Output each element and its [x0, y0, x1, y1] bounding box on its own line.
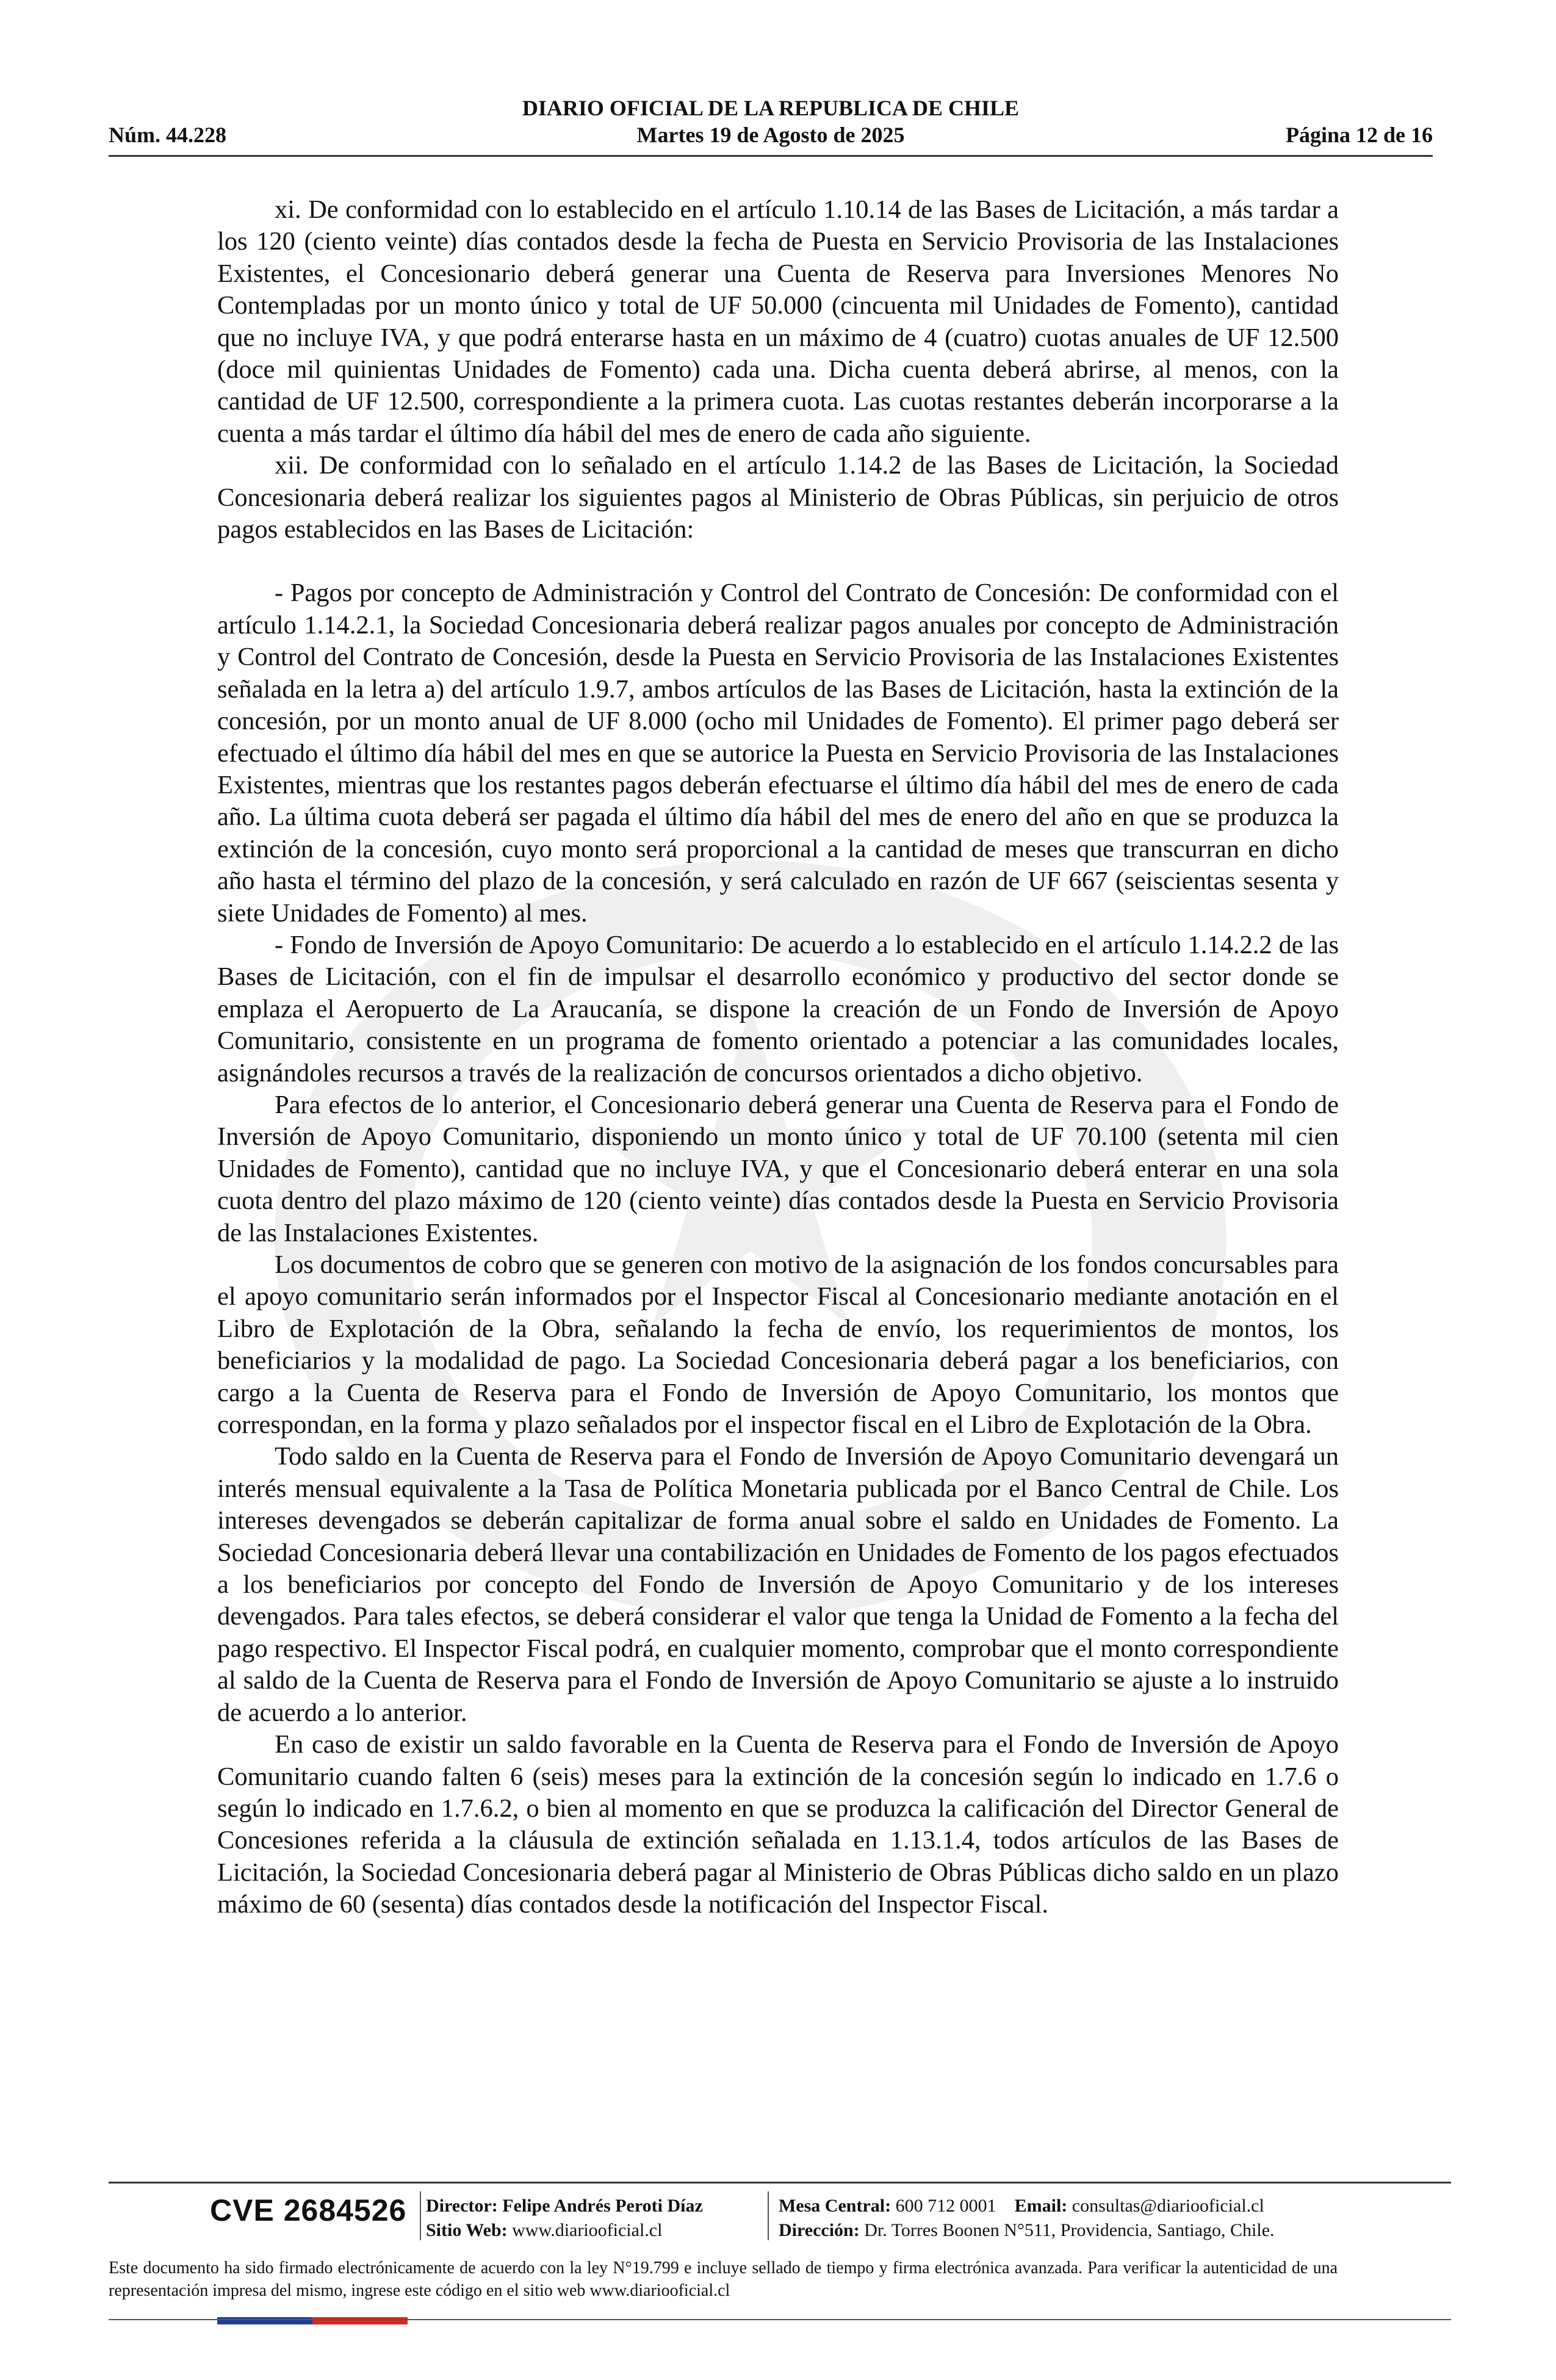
paragraph-balance: En caso de existir un saldo favorable en la Cuenta de Reserva para el Fondo de Inversión de Apoyo Comunitario cuando falten 6 (seis) meses para la extinción de la concesión según lo indicado en 1.7.6 o según lo indicado en 1.7.6.2, o bien al momento en que se produzca la calificación del Director General de Concesiones referida a la cláusula de extinción señalada en 1.13.1.4, todos artículos de las Bases de Licitación, la Sociedad Concesionaria deberá pagar al Ministerio de Obras Públicas dicho saldo en un plazo máximo de 60 (sesenta) días contados desde la notificación del Inspector Fiscal.: [217, 1730, 1339, 1919]
footer-director-block: [426, 2194, 703, 2243]
footer-contact-block: [779, 2194, 1275, 2243]
web-label: Sitio Web:: [426, 2220, 508, 2240]
footer-divider: [420, 2191, 421, 2240]
paragraph-xi: xi. De conformidad con lo establecido en el artículo 1.10.14 de las Bases de Licitación, a más tardar a los 120 (ciento veinte) días contados desde la fecha de Puesta en Servicio Provisoria de las Instalaciones Existentes, el Concesionario deberá generar una Cuenta de Reserva para Inversiones Menores No Contempladas por un monto único y total de UF 50.000 (cincuenta mil Unidades de Fomento), cantidad que no incluye IVA, y que podrá enterarse hasta en un máximo de 4 (cuatro) cuotas anuales de UF 12.500 (doce mil quinientas Unidades de Fomento) cada una. Dicha cuenta deberá abrirse, al menos, con la cantidad de UF 12.500, correspondiente a la primera cuota. Las cuotas restantes deberán incorporarse a la cuenta a más tardar el último día hábil del mes de enero de cada año siguiente.: [217, 195, 1339, 448]
page-header: [109, 90, 1433, 157]
paragraph-community-fund: - Fondo de Inversión de Apoyo Comunitario: De acuerdo a lo establecido en el artículo 1.14.2.2 de las Bases de Licitación, con el fin de impulsar el desarrollo económico y productivo del sector donde se emplaza el Aeropuerto de La Araucanía, se dispone la creación de un Fondo de Inversión de Apoyo Comunitario, consistente en un programa de fomento orientado a potenciar a las comunidades locales, asignándoles recursos a través de la realización de concursos orientados a dicho objetivo.: [217, 930, 1339, 1087]
issue-date: Martes 19 de Agosto de 2025: [636, 123, 905, 147]
chile-flag-stripe: [217, 2317, 408, 2324]
paragraph-reserve-account: Para efectos de lo anterior, el Concesionario deberá generar una Cuenta de Reserva para el Fondo de Inversión de Apoyo Comunitario, disponiendo un monto único y total de UF 70.100 (setenta mil cien Unidades de Fomento), cantidad que no incluye IVA, y que el Concesionario deberá enterar en una sola cuota dentro del plazo máximo de 120 (ciento veinte) días contados desde la Puesta en Servicio Provisoria de las Instalaciones Existentes.: [217, 1090, 1339, 1247]
web-value[interactable]: www.diariooficial.cl: [512, 2220, 663, 2240]
footer-rule: [109, 2182, 1451, 2183]
issue-number: Núm. 44.228: [109, 123, 227, 147]
address-label: Dirección:: [779, 2220, 860, 2240]
paragraph-interest: Todo saldo en la Cuenta de Reserva para el Fondo de Inversión de Apoyo Comunitario devengará un interés mensual equivalente a la Tasa de Política Monetaria publicada por el Banco Central de Chile. Los intereses devengados se deberán capitalizar de forma anual sobre el saldo en Unidades de Fomento. La Sociedad Concesionaria deberá llevar una contabilización en Unidades de Fomento de los pagos efectuados a los beneficiarios por concepto del Fondo de Inversión de Apoyo Comunitario y de los intereses devengados. Para tales efectos, se deberá considerar el valor que tenga la Unidad de Fomento a la fecha del pago respectivo. El Inspector Fiscal podrá, en cualquier momento, comprobar que el monto correspondiente al saldo de la Cuenta de Reserva para el Fondo de Inversión de Apoyo Comunitario se ajuste a lo instruido de acuerdo a lo anterior.: [217, 1442, 1339, 1727]
flag-red-segment: [312, 2317, 408, 2324]
address-value: Dr. Torres Boonen N°511, Providencia, Santiago, Chile.: [864, 2220, 1275, 2240]
footer-bottom-rule: [109, 2319, 1451, 2320]
director-label: Director:: [426, 2196, 498, 2216]
email-label: Email:: [1014, 2196, 1068, 2216]
electronic-signature-note: Este documento ha sido firmado electrónicamente de acuerdo con la ley N°19.799 e incluye sellado de tiempo y firma electrónica avanzada. Para verificar la autenticidad de una representación impresa del mismo, ingrese este código en el sitio web www.diariooficial.cl: [109, 2259, 1338, 2300]
footer-divider: [768, 2191, 769, 2240]
document-body: [217, 194, 1339, 1921]
header-rule: [109, 155, 1433, 157]
page-number: Página 12 de 16: [1285, 123, 1433, 147]
cve-code: CVE 2684526: [210, 2193, 407, 2227]
mesa-value: 600 712 0001: [895, 2196, 996, 2216]
email-value[interactable]: consultas@diariooficial.cl: [1072, 2196, 1264, 2216]
paragraph-admin-payments: - Pagos por concepto de Administración y Control del Contrato de Concesión: De conformidad con el artículo 1.14.2.1, la Sociedad Concesionaria deberá realizar pagos anuales por concepto de Administración y Control del Contrato de Concesión, desde la Puesta en Servicio Provisoria de las Instalaciones Existentes señalada en la letra a) del artículo 1.9.7, ambos artículos de las Bases de Licitación, hasta la extinción de la concesión, por un monto anual de UF 8.000 (ocho mil Unidades de Fomento). El primer pago deberá ser efectuado el último día hábil del mes en que se autorice la Puesta en Servicio Provisoria de las Instalaciones Existentes, mientras que los restantes pagos deberán efectuarse el último día hábil del mes de enero de cada año. La última cuota deberá ser pagada el último día hábil del mes de enero del año en que se produzca la extinción de la concesión, cuyo monto será proporcional a la cantidad de meses que transcurran en dicho año hasta el término del plazo de la concesión, y será calculado en razón de UF 667 (seiscientas sesenta y siete Unidades de Fomento) al mes.: [217, 579, 1339, 928]
flag-blue-segment: [217, 2317, 312, 2324]
mesa-label: Mesa Central:: [779, 2196, 891, 2216]
director-name: Felipe Andrés Peroti Díaz: [502, 2196, 703, 2216]
paragraph-xii: xii. De conformidad con lo señalado en el artículo 1.14.2 de las Bases de Licitación, la Sociedad Concesionaria deberá realizar los siguientes pagos al Ministerio de Obras Públicas, sin perjuicio de otros pagos establecidos en las Bases de Licitación:: [217, 451, 1339, 544]
publication-title: DIARIO OFICIAL DE LA REPUBLICA DE CHILE: [522, 96, 1020, 120]
paragraph-billing-documents: Los documentos de cobro que se generen con motivo de la asignación de los fondos concursables para el apoyo comunitario serán informados por el Inspector Fiscal al Concesionario mediante anotación en el Libro de Explotación de la Obra, señalando la fecha de envío, los requerimientos de montos, los beneficiarios y la modalidad de pago. La Sociedad Concesionaria deberá pagar a los beneficiarios, con cargo a la Cuenta de Reserva para el Fondo de Inversión de Apoyo Comunitario, los montos que correspondan, en la forma y plazo señalados por el inspector fiscal en el Libro de Explotación de la Obra.: [217, 1250, 1339, 1440]
